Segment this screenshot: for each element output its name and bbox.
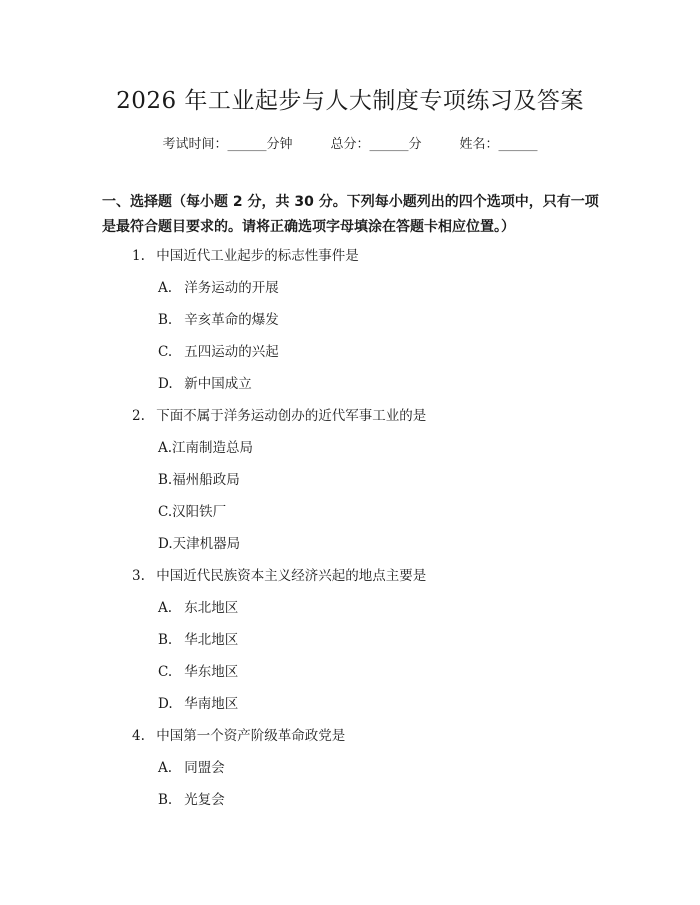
option-letter: A.	[158, 600, 173, 616]
question-number: 3.	[132, 568, 145, 584]
question-text: 中国第一个资产阶级革命政党是	[156, 728, 346, 744]
question-2	[132, 404, 426, 424]
question-text: 中国近代工业起步的标志性事件是	[156, 248, 359, 264]
question-4	[132, 724, 345, 744]
option-text: 同盟会	[184, 760, 225, 776]
question-number: 4.	[132, 728, 145, 744]
option-text: 汉阳铁厂	[172, 504, 227, 520]
q2-option-b	[158, 468, 240, 488]
exam-info-row	[0, 133, 700, 152]
option-text: 华东地区	[184, 664, 239, 680]
document-title: 2026 年工业起步与人大制度专项练习及答案	[116, 88, 584, 114]
q2-option-d	[158, 532, 240, 552]
option-letter: B.	[158, 472, 173, 488]
option-text: 辛亥革命的爆发	[184, 312, 279, 328]
option-letter: B.	[158, 312, 173, 328]
q3-option-c	[158, 660, 238, 680]
option-text: 天津机器局	[172, 536, 241, 552]
option-text: 华北地区	[184, 632, 239, 648]
q3-option-b	[158, 628, 238, 648]
q1-option-a	[158, 276, 279, 296]
question-text: 中国近代民族资本主义经济兴起的地点主要是	[156, 568, 427, 584]
option-letter: D.	[158, 696, 173, 712]
option-text: 光复会	[184, 792, 225, 808]
question-3	[132, 564, 426, 584]
total-score-field: 总分：______分	[330, 137, 422, 152]
q3-option-a	[158, 596, 238, 616]
option-text: 新中国成立	[184, 376, 252, 392]
q1-option-d	[158, 372, 252, 392]
option-letter: C.	[158, 344, 173, 360]
option-letter: B.	[158, 792, 173, 808]
q3-option-d	[158, 692, 238, 712]
question-1	[132, 244, 359, 264]
option-text: 东北地区	[184, 600, 239, 616]
option-text: 五四运动的兴起	[184, 344, 279, 360]
option-letter: A.	[158, 760, 173, 776]
option-letter: D.	[158, 536, 173, 552]
option-text: 江南制造总局	[172, 440, 254, 456]
q1-option-c	[158, 340, 279, 360]
option-text: 福州船政局	[172, 472, 240, 488]
option-text: 华南地区	[184, 696, 239, 712]
question-text: 下面不属于洋务运动创办的近代军事工业的是	[156, 408, 427, 424]
q4-option-b	[158, 788, 225, 808]
q2-option-c	[158, 500, 226, 520]
question-number: 2.	[132, 408, 145, 424]
student-name-field: 姓名：______	[459, 137, 538, 152]
option-letter: D.	[158, 376, 173, 392]
option-letter: A.	[158, 440, 173, 456]
option-text: 洋务运动的开展	[184, 280, 279, 296]
question-number: 1.	[132, 248, 145, 264]
q1-option-b	[158, 308, 279, 328]
exam-time-field: 考试时间：______分钟	[162, 137, 293, 152]
option-letter: A.	[158, 280, 173, 296]
option-letter: B.	[158, 632, 173, 648]
section-heading: 一、选择题（每小题 2 分，共 30 分。下列每小题列出的四个选项中，只有一项是最符合题目要求的。请将正确选项字母填涂在答题卡相应位置。）	[102, 194, 599, 235]
q2-option-a	[158, 436, 253, 456]
option-letter: C.	[158, 504, 173, 520]
option-letter: C.	[158, 664, 173, 680]
q4-option-a	[158, 756, 225, 776]
